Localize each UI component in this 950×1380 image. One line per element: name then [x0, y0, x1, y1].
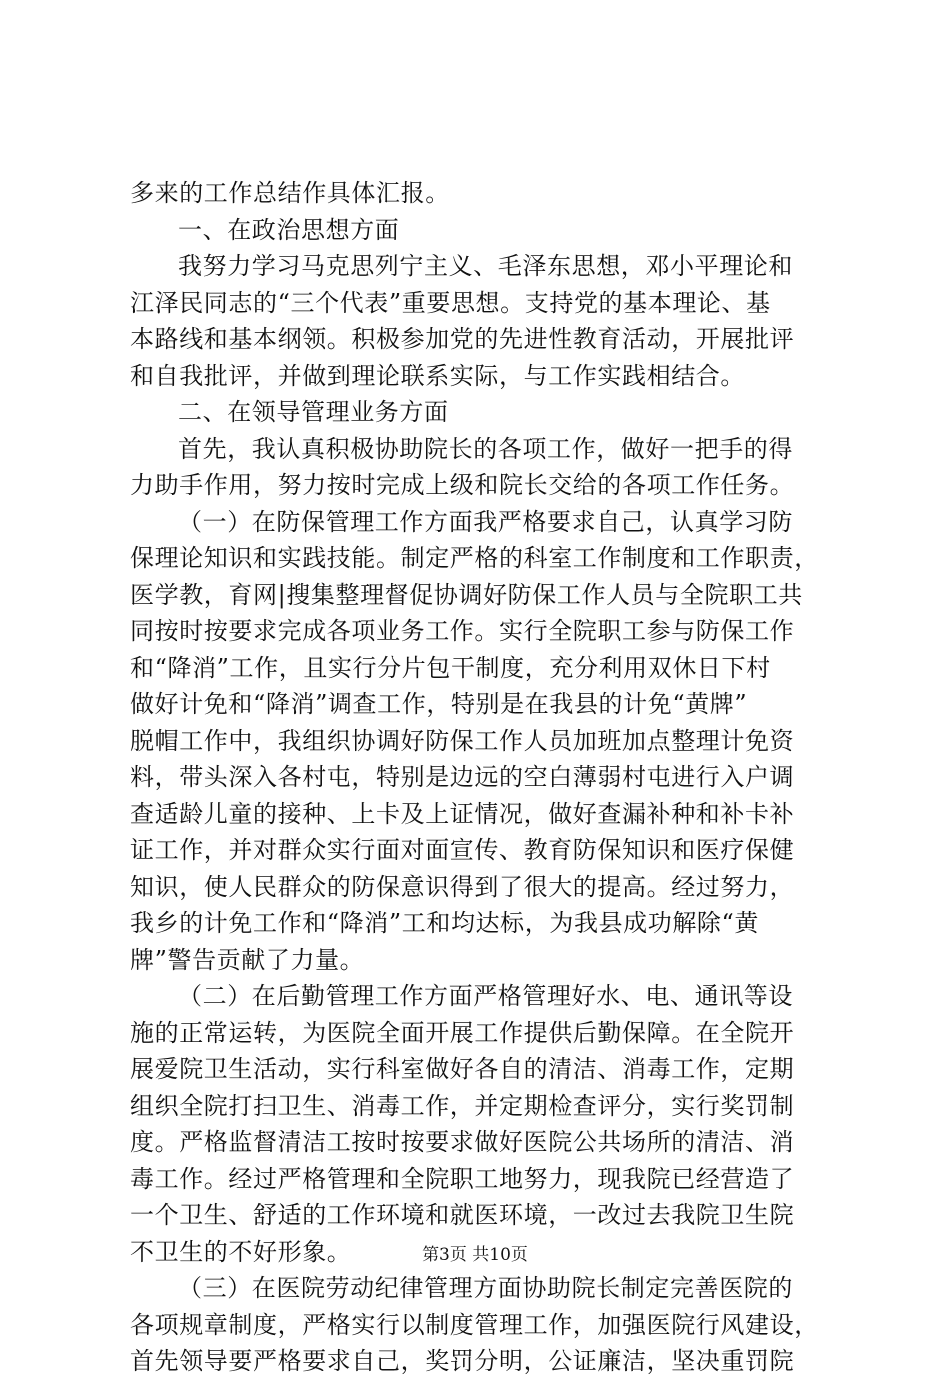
text-line: 首先领导要严格要求自己，奖罚分明，公证廉洁，坚决重罚院 — [130, 1347, 795, 1375]
text-line: 二、在领导管理业务方面 — [178, 398, 449, 426]
text-line: 做好计免和“降消”调查工作，特别是在我县的计免“黄牌” — [130, 690, 748, 718]
text-line: 我乡的计免工作和“降消”工和均达标，为我县成功解除“黄 — [130, 909, 760, 937]
text-line: 毒工作。经过严格管理和全院职工地努力，现我院已经营造了 — [130, 1164, 795, 1193]
text-line: 不卫生的不好形象。 — [130, 1237, 352, 1266]
text-line: 医学教，育网|搜集整理督促协调好防保工作人员与全院职工共 — [130, 580, 803, 609]
document-body — [130, 175, 830, 1380]
text-line: 同按时按要求完成各项业务工作。实行全院职工参与防保工作 — [130, 617, 795, 645]
text-line: 组织全院打扫卫生、消毒工作，并定期检查评分，实行奖罚制 — [130, 1091, 795, 1120]
text-line: 保理论知识和实践技能。制定严格的科室工作制度和工作职责， — [130, 544, 819, 572]
text-line: 本路线和基本纲领。积极参加党的先进性教育活动，开展批评 — [130, 325, 795, 353]
text-line: 我努力学习马克思列宁主义、毛泽东思想，邓小平理论和 — [178, 252, 793, 280]
text-line: 查适龄儿童的接种、上卡及上证情况，做好查漏补种和补卡补 — [130, 799, 795, 828]
text-line: 证工作，并对群众实行面对面宣传、教育防保知识和医疗保健 — [130, 836, 795, 864]
text-line: 和“降消”工作，且实行分片包干制度，充分利用双休日下村 — [130, 653, 771, 682]
page-footer — [0, 1244, 950, 1266]
text-line: 展爱院卫生活动，实行科室做好各自的清洁、消毒工作，定期 — [130, 1055, 795, 1083]
text-line: 一个卫生、舒适的工作环境和就医环境，一改过去我院卫生院 — [130, 1201, 795, 1229]
text-line: 力助手作用，努力按时完成上级和院长交给的各项工作任务。 — [130, 471, 795, 499]
text-line: 各项规章制度，严格实行以制度管理工作，加强医院行风建设， — [130, 1310, 819, 1339]
text-line: 首先，我认真积极协助院长的各项工作，做好一把手的得 — [178, 434, 793, 463]
text-line: （三）在医院劳动纪律管理方面协助院长制定完善医院的 — [178, 1274, 793, 1302]
text-line: 牌”警告贡献了力量。 — [130, 945, 365, 974]
text-line: 料，带头深入各村屯，特别是边远的空白薄弱村屯进行入户调 — [130, 763, 795, 791]
text-line: 一、在政治思想方面 — [178, 215, 400, 244]
text-line: 和自我批评，并做到理论联系实际，与工作实践相结合。 — [130, 361, 745, 390]
text-line: （一）在防保管理工作方面我严格要求自己，认真学习防 — [178, 507, 793, 536]
text-line: 施的正常运转，为医院全面开展工作提供后勤保障。在全院开 — [130, 1018, 795, 1047]
text-line: 多来的工作总结作具体汇报。 — [130, 179, 450, 207]
text-line: 脱帽工作中，我组织协调好防保工作人员加班加点整理计免资 — [130, 726, 795, 755]
text-line: （二）在后勤管理工作方面严格管理好水、电、通讯等设 — [178, 982, 793, 1010]
text-line: 江泽民同志的“三个代表”重要思想。支持党的基本理论、基 — [130, 288, 771, 317]
text-line: 度。严格监督清洁工按时按要求做好医院公共场所的清洁、消 — [130, 1128, 795, 1156]
page-number: 第3页 共10页 — [422, 1245, 528, 1265]
text-line: 知识，使人民群众的防保意识得到了很大的提高。经过努力， — [130, 872, 795, 901]
